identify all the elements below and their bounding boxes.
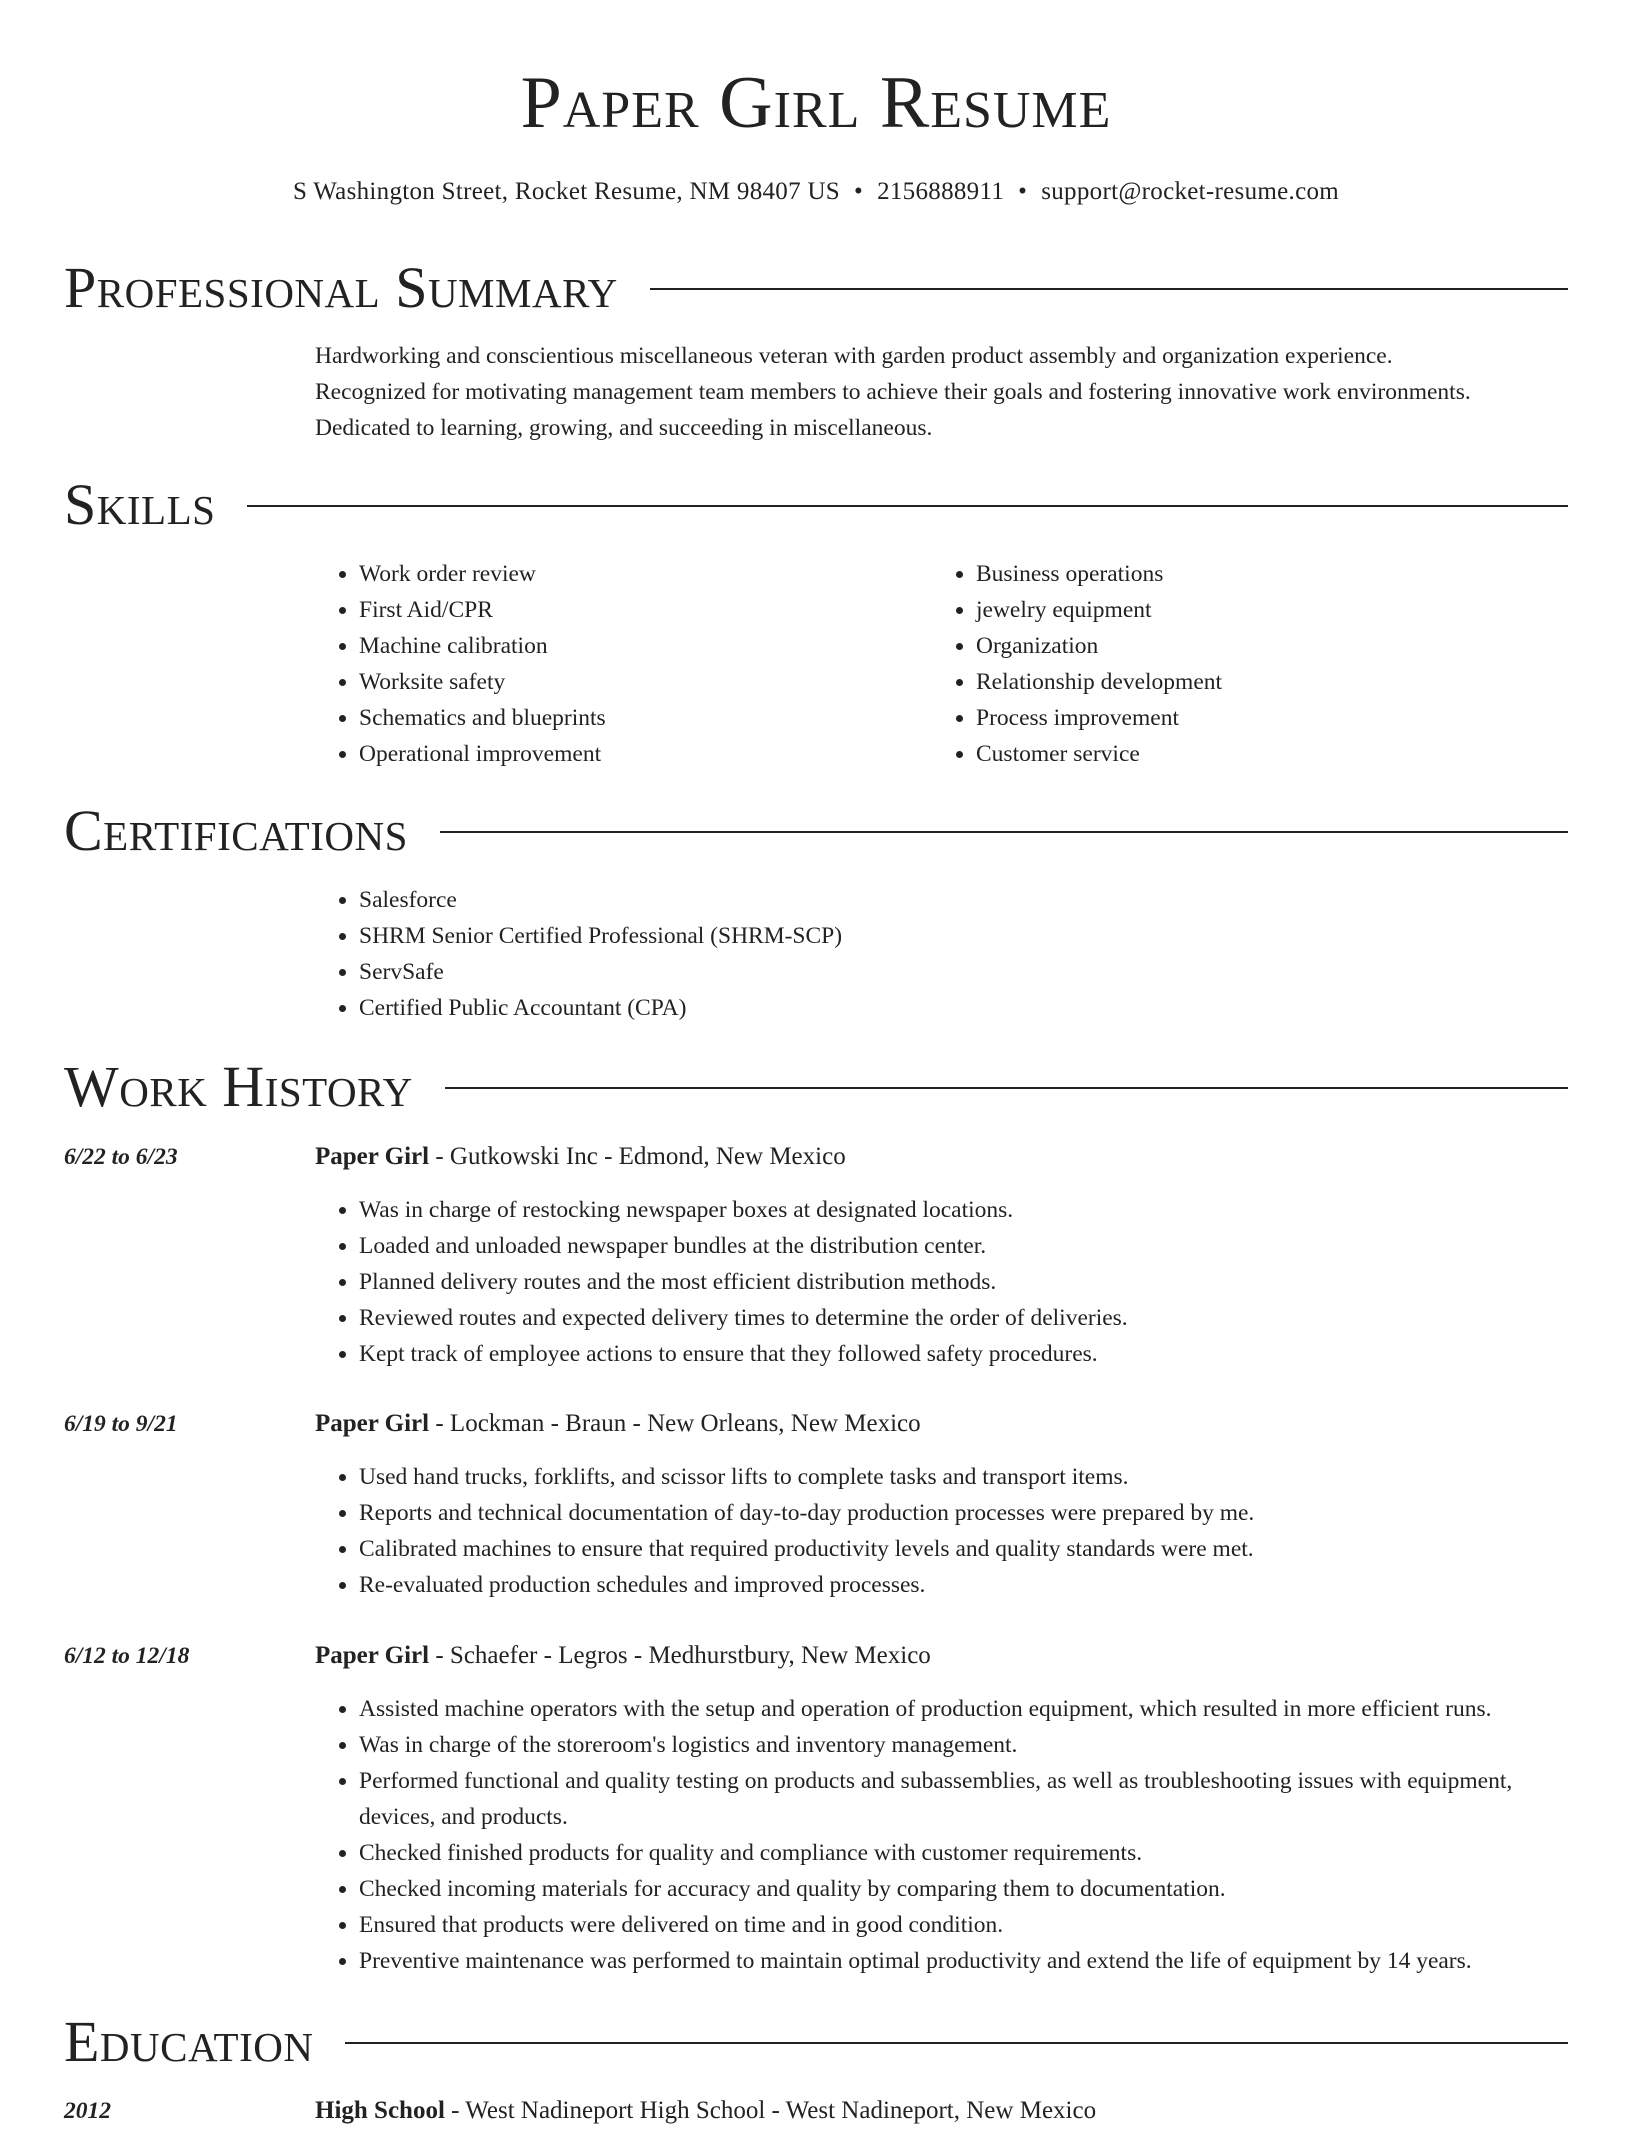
- contact-email: support@rocket-resume.com: [1041, 178, 1340, 205]
- certifications-block: [315, 882, 1568, 1026]
- job-employer-location: - Lockman - Braun - New Orleans, New Mexico: [429, 1410, 921, 1437]
- contact-phone: 2156888911: [877, 178, 1005, 205]
- contact-address: S Washington Street, Rocket Resume, NM 98407 US: [292, 178, 841, 205]
- job-employer-location: - Schaefer - Legros - Medhurstbury, New Mexico: [429, 1642, 931, 1669]
- skills-column-left: [315, 556, 875, 772]
- section-divider: [247, 505, 1568, 507]
- section-header-skills: [64, 470, 1568, 540]
- job-duty-item: • Performed functional and quality testing on products and subassemblies, as well as troubleshooting issues with equipment, devices, and products.: [359, 1763, 1568, 1835]
- job-duties: [315, 1192, 1568, 1372]
- job-duties: [315, 1459, 1568, 1603]
- section-header-work-history: [64, 1052, 1568, 1122]
- job-duty-item: • Checked finished products for quality and compliance with customer requirements.: [359, 1835, 1568, 1871]
- certification-item: • Salesforce: [359, 882, 1568, 918]
- resume-name: Paper Girl Resume: [520, 62, 1112, 144]
- summary-line: Hardworking and conscientious miscellaneous veteran with garden product assembly and organization experience.: [315, 343, 1393, 369]
- education-heading: [315, 2093, 1568, 2129]
- education-school-location: - West Nadineport High School - West Nadineport, New Mexico: [444, 2097, 1097, 2124]
- job-title: Paper Girl: [315, 1143, 430, 1170]
- certification-item: • ServSafe: [359, 954, 1568, 990]
- section-header-education: [64, 2007, 1568, 2077]
- contact-separator: •: [854, 178, 864, 205]
- skills-column-right: [932, 556, 1492, 772]
- skill-item: • Work order review: [359, 556, 875, 592]
- job-duty-list: [315, 1459, 1568, 1603]
- skills-list-left: [315, 556, 875, 772]
- job-duty-item: • Checked incoming materials for accuracy and quality by comparing them to documentation.: [359, 1871, 1568, 1907]
- skill-item: • Operational improvement: [359, 736, 875, 772]
- section-header-summary: [64, 253, 1568, 323]
- section-divider: [650, 288, 1568, 290]
- education-year: 2012: [64, 2098, 111, 2124]
- section-title-certifications: Certifications: [64, 798, 408, 863]
- summary-line: Dedicated to learning, growing, and succeeding in miscellaneous.: [315, 415, 933, 441]
- education-degree: High School: [315, 2097, 445, 2124]
- job-duty-item: • Re-evaluated production schedules and improved processes.: [359, 1567, 1568, 1603]
- job-duty-item: • Loaded and unloaded newspaper bundles at the distribution center.: [359, 1228, 1568, 1264]
- skill-item: • First Aid/CPR: [359, 592, 875, 628]
- section-divider: [345, 2042, 1568, 2044]
- section-title-summary: Professional Summary: [64, 255, 618, 320]
- job-duty-item: • Assisted machine operators with the setup and operation of production equipment, which resulted in more efficient runs.: [359, 1691, 1568, 1727]
- job-employer-location: - Gutkowski Inc - Edmond, New Mexico: [429, 1143, 846, 1170]
- job-duties: [315, 1691, 1568, 1979]
- section-title-education: Education: [64, 2009, 314, 2074]
- job-title: Paper Girl: [315, 1410, 430, 1437]
- section-title-work-history: Work History: [64, 1054, 413, 1119]
- job-title: Paper Girl: [315, 1642, 430, 1669]
- skill-item: • Schematics and blueprints: [359, 700, 875, 736]
- skill-item: • Relationship development: [976, 664, 1492, 700]
- job-duty-item: • Reports and technical documentation of day-to-day production processes were prepared by me.: [359, 1495, 1568, 1531]
- job-duty-item: • Ensured that products were delivered on time and in good condition.: [359, 1907, 1568, 1943]
- job-heading: [315, 1139, 1568, 1175]
- job-dates: 6/22 to 6/23: [64, 1144, 178, 1170]
- skill-item: • Customer service: [976, 736, 1492, 772]
- job-duty-list: [315, 1691, 1568, 1979]
- job-heading: [315, 1406, 1568, 1442]
- skill-item: • jewelry equipment: [976, 592, 1492, 628]
- job-duty-list: [315, 1192, 1568, 1372]
- certification-item: • SHRM Senior Certified Professional (SHRM-SCP): [359, 918, 1568, 954]
- certification-item: • Certified Public Accountant (CPA): [359, 990, 1568, 1026]
- contact-line: [0, 174, 1632, 210]
- job-dates: 6/19 to 9/21: [64, 1411, 178, 1437]
- job-duty-item: • Planned delivery routes and the most efficient distribution methods.: [359, 1264, 1568, 1300]
- job-duty-item: • Reviewed routes and expected delivery times to determine the order of deliveries.: [359, 1300, 1568, 1336]
- job-duty-item: • Was in charge of restocking newspaper boxes at designated locations.: [359, 1192, 1568, 1228]
- job-duty-item: • Kept track of employee actions to ensure that they followed safety procedures.: [359, 1336, 1568, 1372]
- skill-item: • Organization: [976, 628, 1492, 664]
- job-duty-item: • Used hand trucks, forklifts, and scissor lifts to complete tasks and transport items.: [359, 1459, 1568, 1495]
- section-divider: [440, 831, 1568, 833]
- skill-item: • Worksite safety: [359, 664, 875, 700]
- contact-separator: •: [1018, 178, 1028, 205]
- skills-list-right: [932, 556, 1492, 772]
- section-divider: [445, 1087, 1568, 1089]
- skill-item: • Machine calibration: [359, 628, 875, 664]
- job-heading: [315, 1638, 1568, 1674]
- certifications-list: [315, 882, 1568, 1026]
- job-duty-item: • Was in charge of the storeroom's logistics and inventory management.: [359, 1727, 1568, 1763]
- skill-item: • Business operations: [976, 556, 1492, 592]
- summary-line: Recognized for motivating management team members to achieve their goals and fostering innovative work environments.: [315, 379, 1471, 405]
- section-title-skills: Skills: [64, 472, 216, 537]
- section-header-certifications: [64, 796, 1568, 866]
- skill-item: • Process improvement: [976, 700, 1492, 736]
- job-duty-item: • Calibrated machines to ensure that required productivity levels and quality standards were met.: [359, 1531, 1568, 1567]
- summary-text: [315, 338, 1568, 446]
- job-duty-item: • Preventive maintenance was performed to maintain optimal productivity and extend the life of equipment by 14 years.: [359, 1943, 1568, 1979]
- job-dates: 6/12 to 12/18: [64, 1643, 190, 1669]
